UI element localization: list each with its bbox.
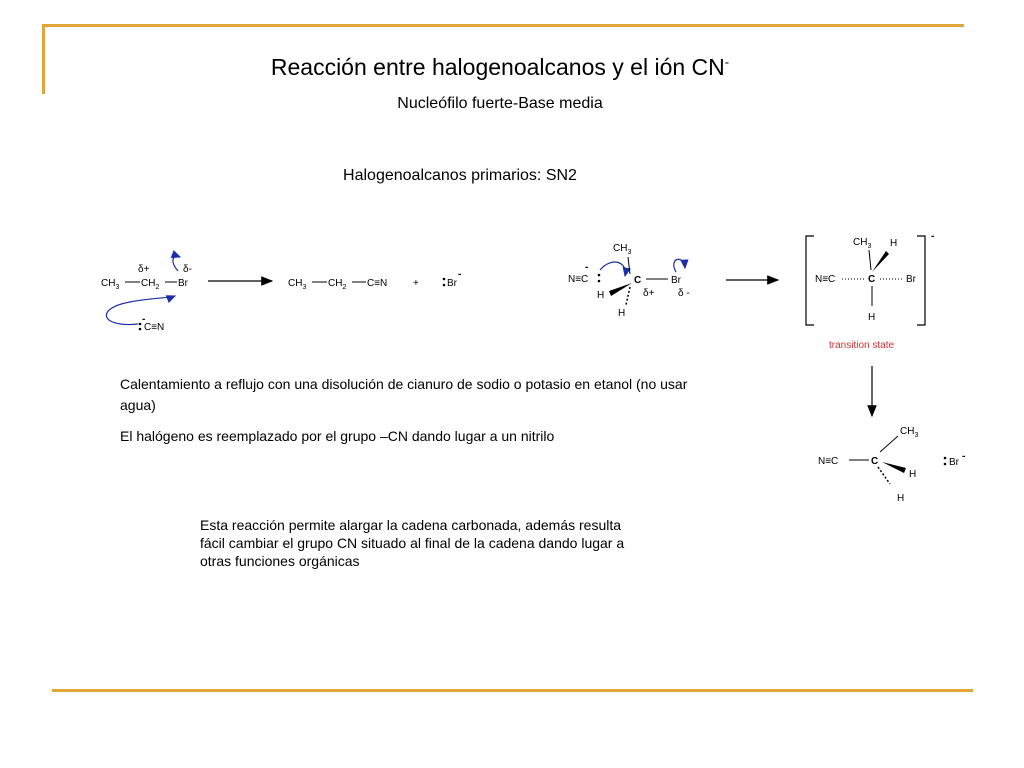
bromine: Br: [671, 275, 681, 286]
cyanide-charge: -: [585, 262, 589, 273]
leaving-arrow: [674, 259, 685, 272]
delta-plus-label: δ+: [643, 288, 655, 299]
reactant-br: Br: [178, 278, 188, 289]
section-heading: Halogenoalcanos primarios: SN2: [343, 167, 577, 184]
lone-pair-dot: [598, 274, 601, 277]
product-scheme: [818, 426, 965, 504]
ts-ch3: $CH_3$: [853, 237, 872, 250]
paragraph-substitution: El halógeno es reemplazado por el grupo –CN dando lugar a un nitrilo: [120, 428, 555, 444]
product-bromide-charge: -: [962, 451, 966, 462]
plus-sign: +: [413, 278, 419, 289]
scheme2: [568, 243, 778, 319]
nucleophile-attack-arrow: [106, 296, 175, 325]
product-nc: N≡C: [818, 456, 839, 467]
bond-line: [628, 257, 630, 274]
nucleophile-cn: C≡N: [144, 322, 165, 333]
lone-pair-dot: [443, 278, 446, 281]
lone-pair-dot: [944, 463, 947, 466]
wedge-bond: [872, 251, 889, 272]
ts-nc: N≡C: [815, 274, 836, 285]
bracket-right: [917, 236, 925, 325]
hydrogen-2: H: [618, 308, 626, 319]
scheme1: [101, 256, 461, 333]
paragraph-conditions: Calentamiento a reflujo con una disolución de cianuro de sodio o potasio en etanol (no usar agua): [120, 376, 688, 413]
transition-state: [806, 231, 934, 416]
ch3-group: $CH_3$: [613, 243, 632, 256]
nucleophile-charge: -: [142, 314, 146, 325]
product-h2: H: [897, 493, 905, 504]
bromide-ion: Br: [447, 278, 457, 289]
paragraph-chain-extension: Esta reacción permite alargar la cadena carbonada, además resulta fácil cambiar el grupo CN situado al final de la cadena dando lugar a otras funciones orgánicas: [200, 517, 625, 569]
bracket-left: [806, 236, 814, 325]
slide-subtitle: Nucleófilo fuerte-Base media: [397, 95, 603, 112]
attack-arrow: [600, 262, 625, 276]
ts-h-top: H: [890, 238, 898, 249]
bromide-charge: -: [458, 269, 462, 280]
product-carbon: C: [871, 456, 879, 467]
lone-pair-dot: [443, 284, 446, 287]
product-ch3: $CH_3$: [288, 278, 307, 291]
ts-carbon: C: [868, 274, 876, 285]
electron-shift-arrow: [173, 256, 180, 271]
bond-line: [880, 436, 898, 452]
wedge-bond: [882, 462, 906, 473]
lone-pair-dot: [139, 328, 142, 331]
hash-bond: [626, 287, 630, 305]
wedge-bond: [609, 283, 632, 296]
product-h1: H: [909, 469, 917, 480]
title-charge: -: [724, 54, 730, 70]
product-bromide: Br: [949, 457, 959, 468]
hydrogen-1: H: [597, 290, 605, 301]
delta-plus-label: δ+: [138, 264, 150, 275]
reactant-ch2: $CH_2$: [141, 278, 160, 291]
ts-h-bottom: H: [868, 312, 876, 323]
central-carbon: C: [634, 275, 642, 286]
lone-pair-dot: [139, 323, 142, 326]
delta-minus-label: δ -: [678, 288, 690, 299]
product-ch3: $CH_3$: [900, 426, 919, 439]
ts-br: Br: [906, 274, 916, 285]
product-ch2: $CH_2$: [328, 278, 347, 291]
product-cn: C≡N: [367, 278, 388, 289]
delta-minus-label: δ-: [183, 264, 192, 275]
bond-line: [869, 250, 871, 270]
transition-state-label: transition state: [829, 340, 895, 351]
lone-pair-dot: [598, 280, 601, 283]
slide-title-text: Reacción entre halogenoalcanos y el ión CN: [270, 54, 725, 80]
reactant-ch3: $CH_3$: [101, 278, 120, 291]
ts-charge: -: [931, 231, 935, 242]
cyanide-nucleophile: N≡C: [568, 274, 589, 285]
hash-bond: [878, 467, 890, 484]
lone-pair-dot: [944, 457, 947, 460]
